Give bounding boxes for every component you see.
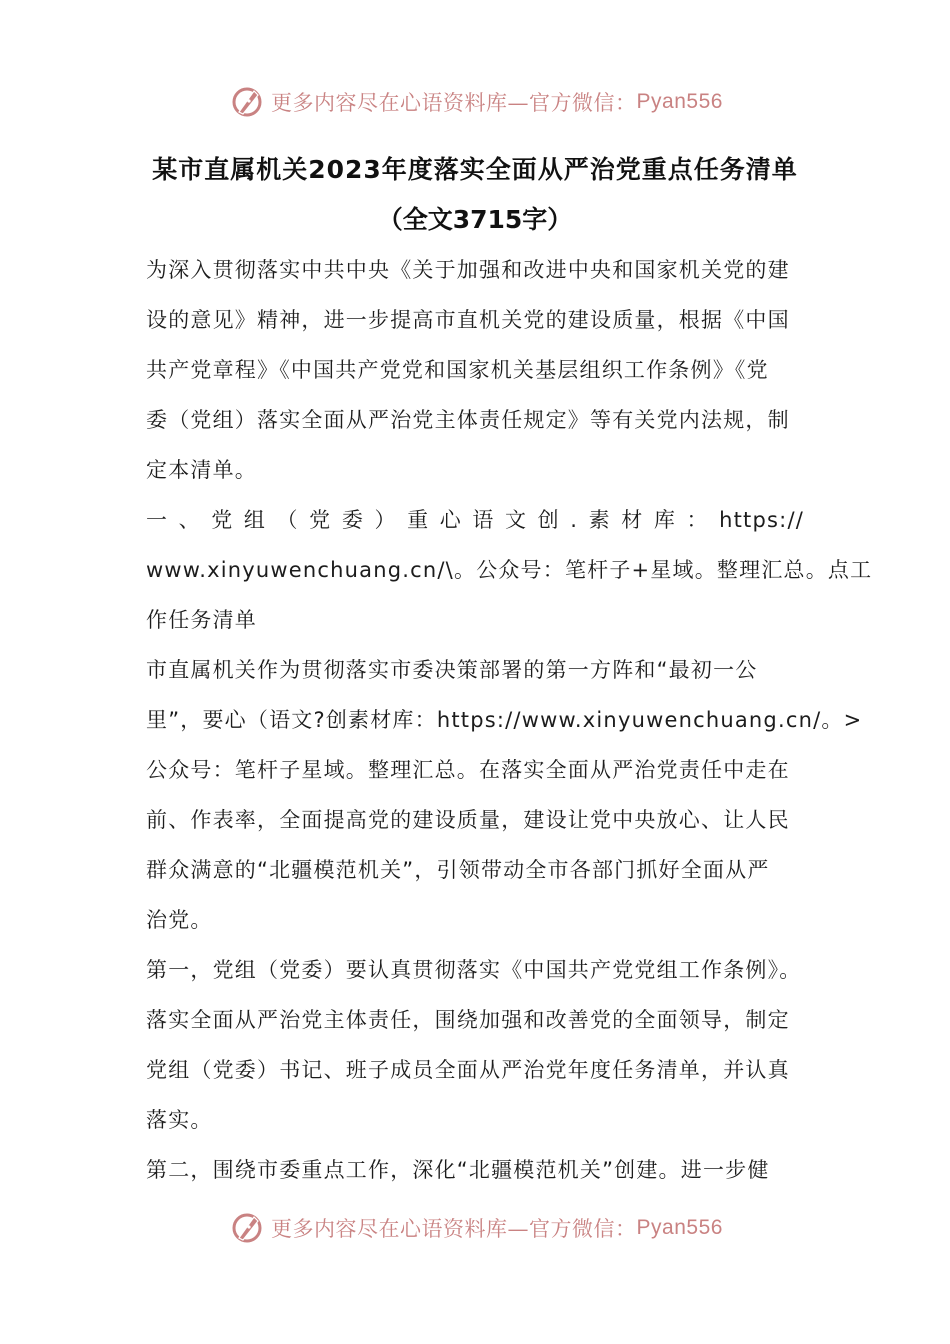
- body-line: 一、党组（党委）重心语文创.素材库：https://: [146, 508, 804, 532]
- body-line: 前、作表率，全面提高党的建设质量，建设让党中央放心、让人民: [146, 808, 790, 832]
- body-line: 党组（党委）书记、班子成员全面从严治党年度任务清单，并认真: [146, 1058, 790, 1082]
- body-line: 第二，围绕市委重点工作，深化“北疆模范机关”创建。进一步健: [146, 1158, 770, 1182]
- body-line: 共产党章程》《中国共产党党和国家机关基层组织工作条例》《党: [146, 358, 769, 382]
- body-line: 为深入贯彻落实中共中央《关于加强和改进中央和国家机关党的建: [146, 258, 790, 282]
- body-line: 市直属机关作为贯彻落实市委决策部署的第一方阵和“最初一公: [146, 658, 758, 682]
- body-line: 群众满意的“北疆模范机关”，引领带动全市各部门抓好全面从严: [146, 858, 770, 882]
- body-line: 公众号：笔杆子星域。整理汇总。在落实全面从严治党责任中走在: [146, 758, 790, 782]
- body-line: 落实。: [146, 1108, 213, 1132]
- body-line: 第一，党组（党委）要认真贯彻落实《中国共产党党组工作条例》。: [146, 958, 802, 982]
- header-banner: [0, 80, 950, 124]
- footer-banner: [0, 1206, 950, 1250]
- body-line: 定本清单。: [146, 458, 257, 482]
- document-subtitle: （全文3715字）: [377, 205, 573, 234]
- body-line: 委（党组）落实全面从严治党主体责任规定》等有关党内法规，制: [146, 408, 790, 432]
- body-line: 落实全面从严治党主体责任，围绕加强和改善党的全面领导，制定: [146, 1008, 790, 1032]
- header-slogan: 更多内容尽在心语资料库—官方微信：: [271, 91, 637, 115]
- footer-wechat-id: Pyan556: [636, 1216, 723, 1239]
- header-wechat-id: Pyan556: [636, 90, 723, 113]
- document-body: [146, 250, 873, 1200]
- body-line: www.xinyuwenchuang.cn/\。公众号：笔杆子+星域。整理汇总。点工: [146, 558, 873, 582]
- document-title: 某市直属机关2023年度落实全面从严治党重点任务清单: [152, 155, 798, 184]
- pen-nib-logo-icon: [227, 82, 267, 122]
- body-line: 里”，要心（语文?创素材库：https://www.xinyuwenchuang.cn/。>: [146, 708, 863, 732]
- body-line: 作任务清单: [146, 608, 257, 632]
- footer-slogan: 更多内容尽在心语资料库—官方微信：: [271, 1217, 637, 1241]
- body-line: 设的意见》精神，进一步提高市直机关党的建设质量，根据《中国: [146, 308, 790, 332]
- body-line: 治党。: [146, 908, 213, 932]
- pen-nib-logo-icon: [227, 1208, 267, 1248]
